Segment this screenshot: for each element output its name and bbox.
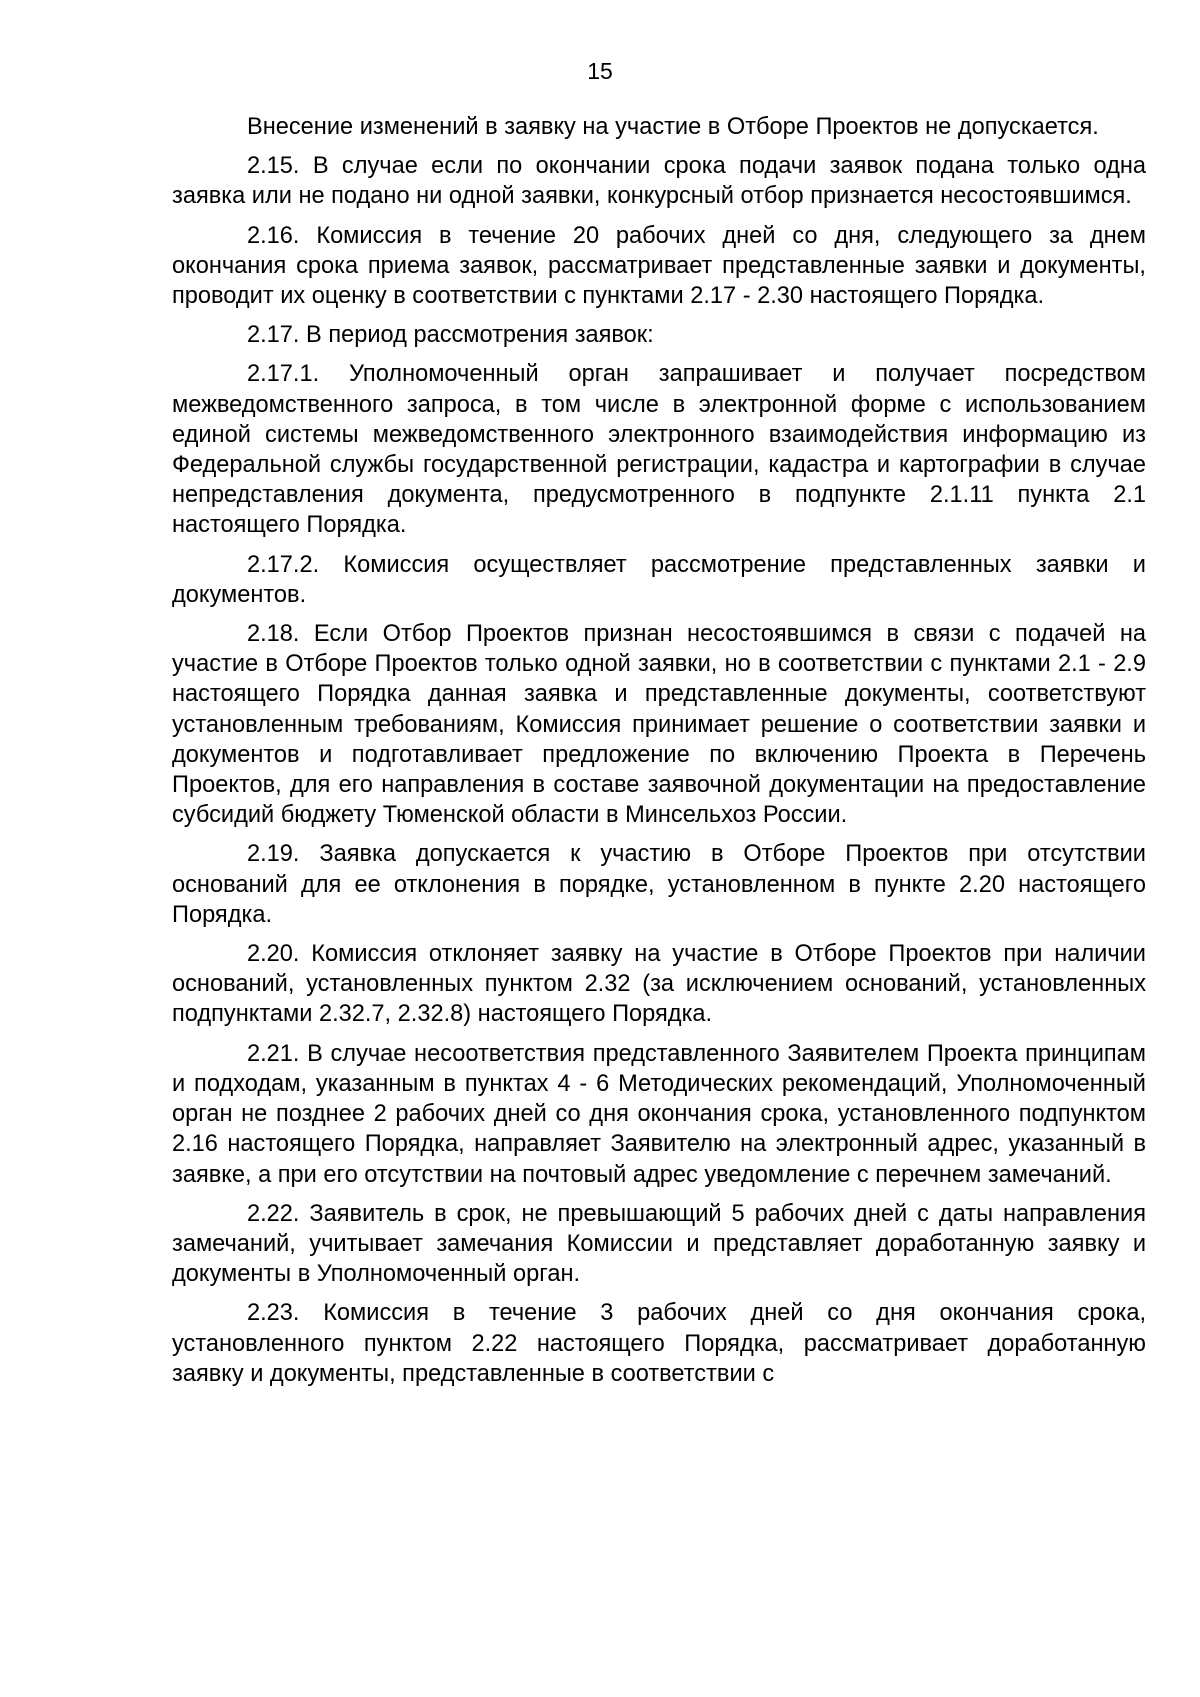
paragraph-2-16: 2.16. Комиссия в течение 20 рабочих дней со дня, следующего за днем окончания срока приема заявок, рассматривает представленные заявки и документы, проводит их оценку в соответствии с пунктами 2.17 - 2.30 настоящего Порядка. [172,222,1146,310]
paragraph-2-17: 2.17. В период рассмотрения заявок: [247,322,654,349]
paragraph-changes-not-allowed: Внесение изменений в заявку на участие в Отборе Проектов не допускается. [247,114,1099,140]
paragraph-2-19: 2.19. Заявка допускается к участию в Отборе Проектов при отсутствии оснований для ее отклонения в порядке, установленном в пункте 2.20 настоящего Порядка. [172,841,1146,928]
paragraph-2-17-2: 2.17.2. Комиссия осуществляет рассмотрение представленных заявки и документов. [172,551,1146,608]
paragraph-2-18: 2.18. Если Отбор Проектов признан несостоявшимся в связи с подачей на участие в Отборе Проектов только одной заявки, но в соответствии с пунктами 2.1 - 2.9 настоящего Порядка данная заявка и представленные документы, соответствуют установленным требованиям, Комиссия принимает решение о соответствии заявки и документов и подготавливает предложение по включению Проекта в Перечень Проектов, для его направления в составе заявочной документации на предоставление субсидий бюджету Тюменской области в Минсельхоз России. [172,621,1146,829]
paragraph-2-20: 2.20. Комиссия отклоняет заявку на участие в Отборе Проектов при наличии оснований, установленных пунктом 2.32 (за исключением оснований, установленных подпунктами 2.32.7, 2.32.8) настоящего Порядка. [172,941,1146,1028]
paragraph-2-21: 2.21. В случае несоответствия представленного Заявителем Проекта принципам и подходам, указанным в пунктах 4 - 6 Методических рекомендаций, Уполномоченный орган не позднее 2 рабочих дней со дня окончания срока, установленного подпунктом 2.16 настоящего Порядка, направляет Заявителю на электронный адрес, указанный в заявке, а при его отсутствии на почтовый адрес уведомление с перечнем замечаний. [172,1040,1146,1188]
paragraph-2-17-1: 2.17.1. Уполномоченный орган запрашивает и получает посредством межведомственного запроса, в том числе в электронной форме с использованием единой системы межведомственного электронного взаимодействия информацию из Федеральной службы государственной регистрации, кадастра и картографии в случае непредставления документа, предусмотренного в подпункте 2.1.11 пункта 2.1 настоящего Порядка. [172,361,1146,539]
paragraph-2-22: 2.22. Заявитель в срок, не превышающий 5 рабочих дней с даты направления замечаний, учитывает замечания Комиссии и представляет доработанную заявку и документы в Уполномоченный орган. [172,1200,1146,1288]
document-body [172,112,1146,1389]
paragraph-2-15: 2.15. В случае если по окончании срока подачи заявок подана только одна заявка или не подано ни одной заявки, конкурсный отбор признается несостоявшимся. [172,153,1146,210]
paragraph-2-23: 2.23. Комиссия в течение 3 рабочих дней со дня окончания срока, установленного пунктом 2.22 настоящего Порядка, рассматривает доработанную заявку и документы, представленные в соответствии с [172,1300,1146,1387]
page-number: 15 [587,58,613,84]
